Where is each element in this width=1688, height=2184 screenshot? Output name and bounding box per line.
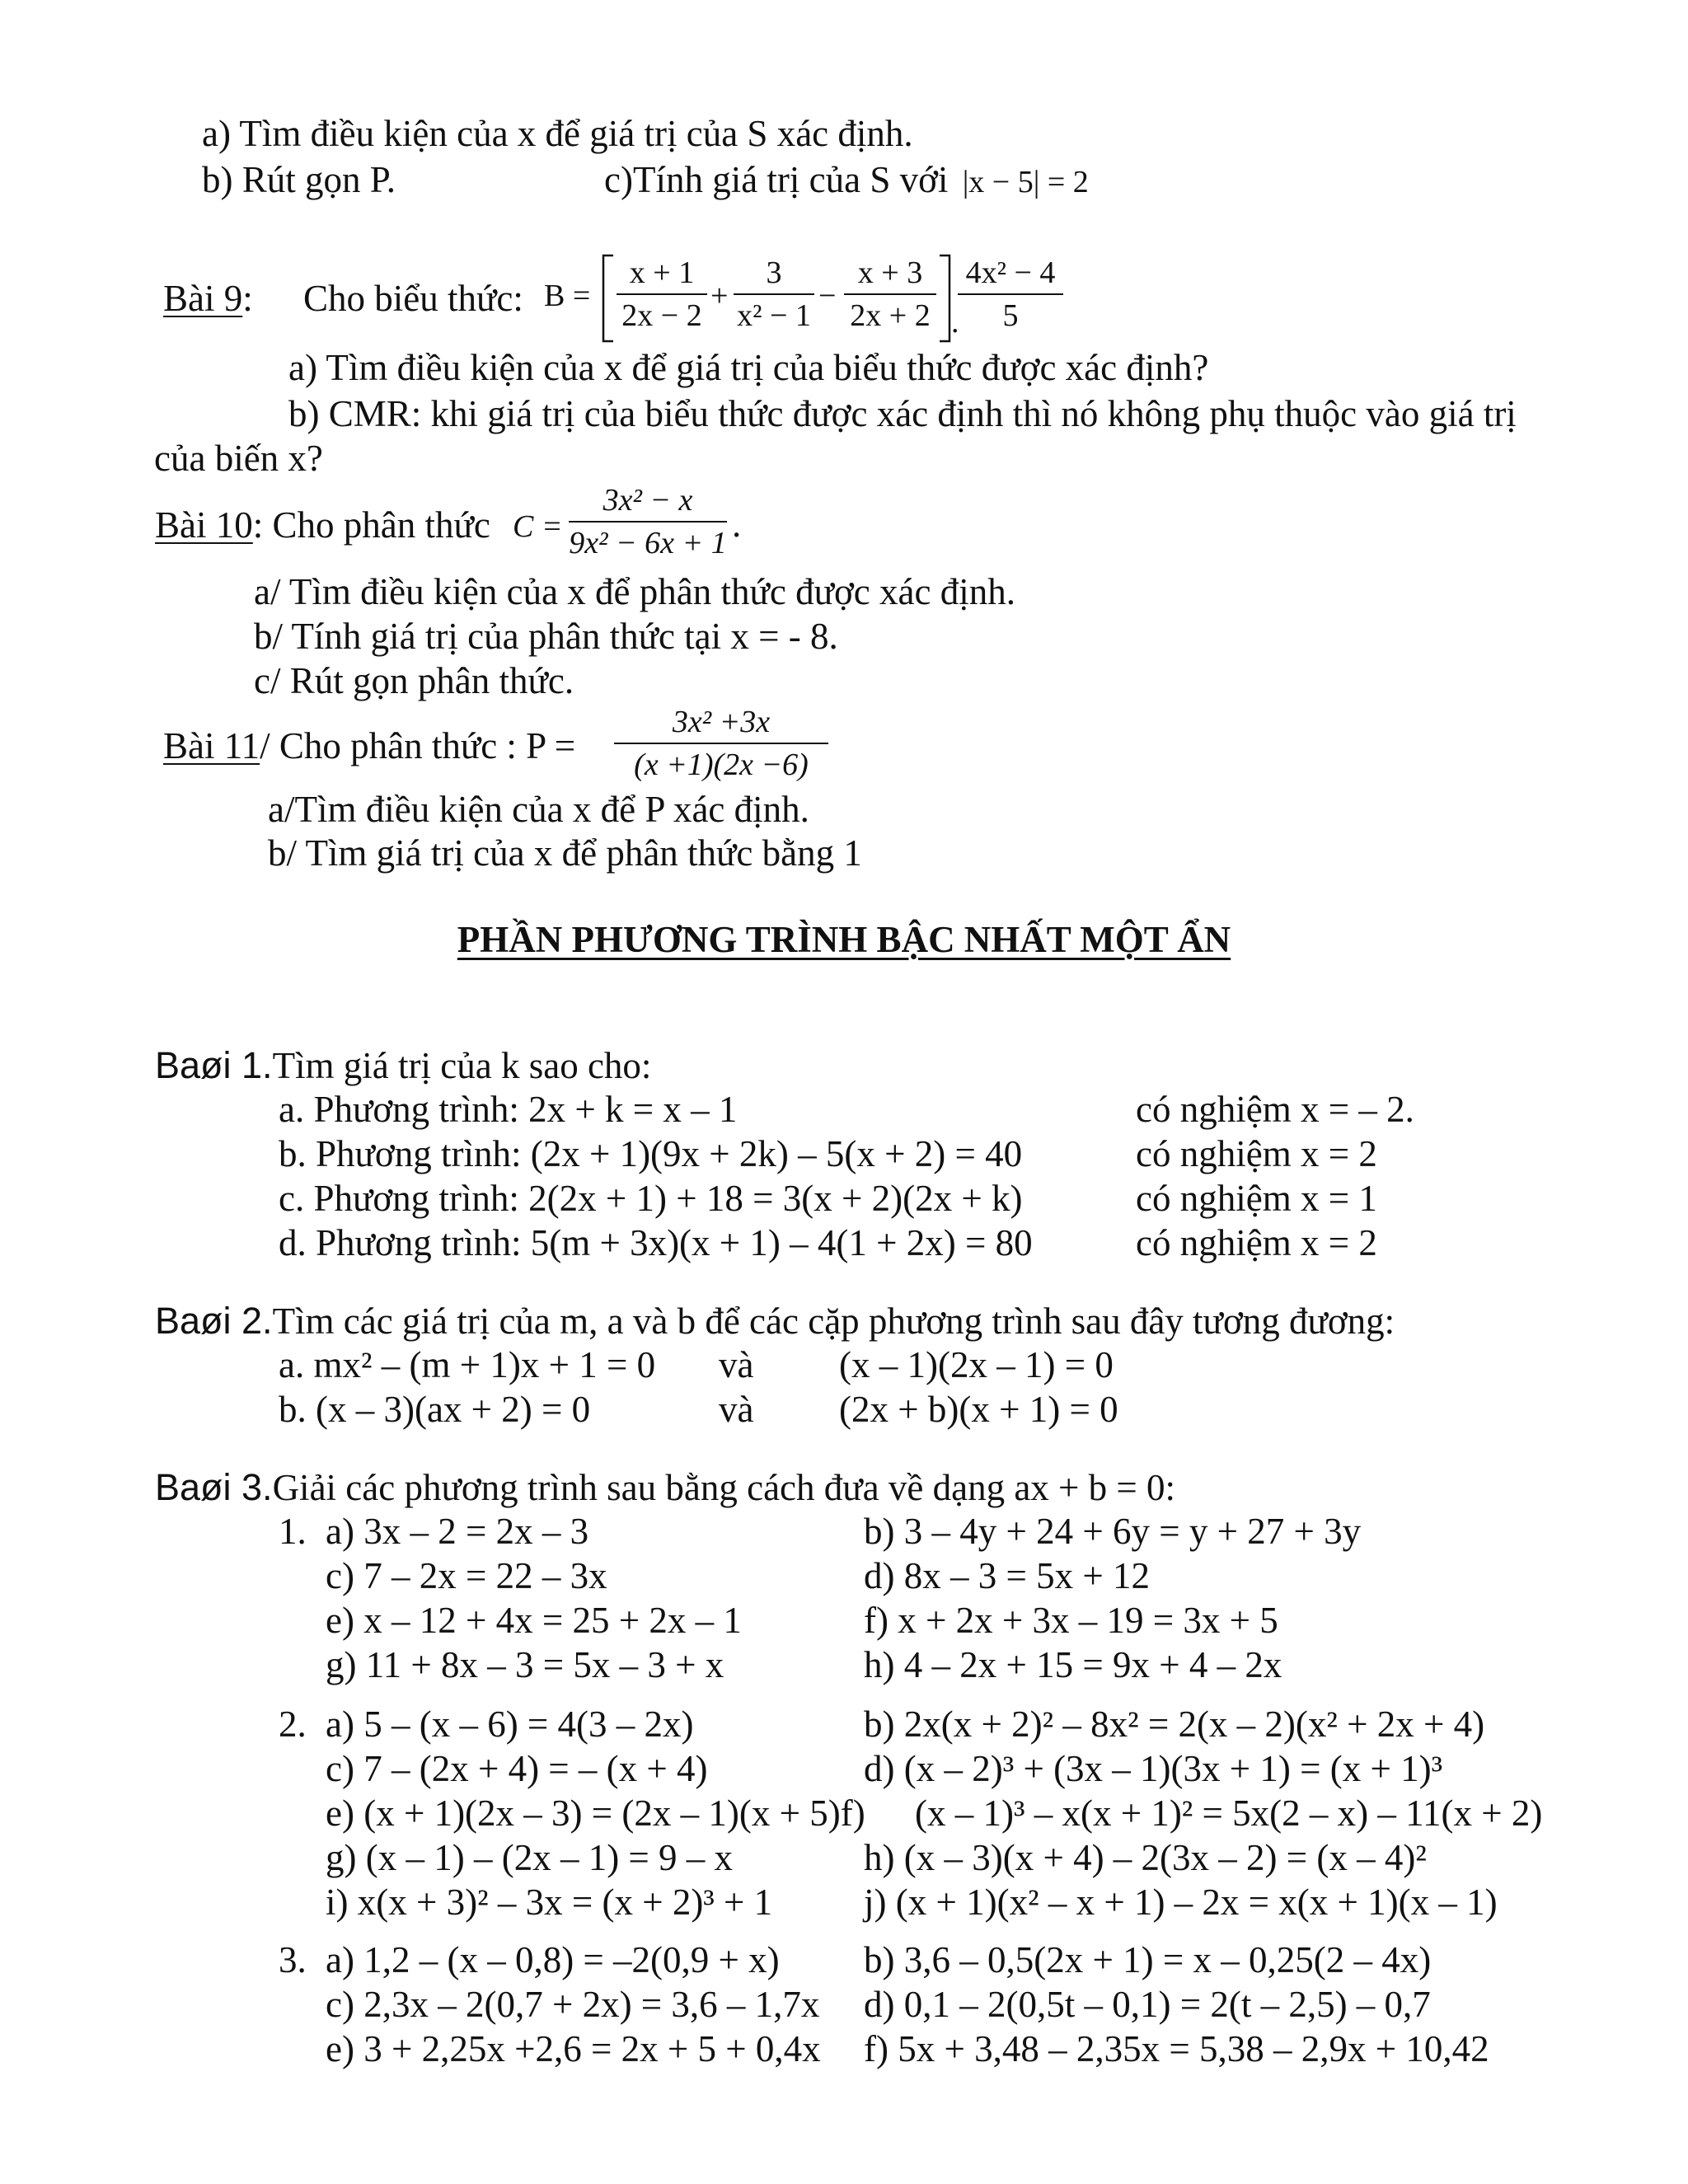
bai9-label: Bài 9 bbox=[163, 278, 243, 319]
bai9-fraction-2 bbox=[734, 257, 814, 331]
bai9-frac4-numerator: 4x² − 4 bbox=[965, 255, 1056, 290]
bai10-C-label: C = bbox=[513, 509, 563, 544]
b3-g1-row1-right: b) 3 – 4y + 24 + 6y = y + 27 + 3y bbox=[864, 1511, 1362, 1552]
b3-title: Giải các phương trình sau bằng cách đưa về dạng ax + b = 0: bbox=[272, 1467, 1176, 1508]
bai9-fraction-1 bbox=[617, 257, 707, 331]
bai11-numerator: 3x² +3x bbox=[672, 705, 771, 739]
b2-row-a-and: và bbox=[719, 1344, 754, 1385]
b3-title-line bbox=[155, 1466, 1176, 1508]
b3-g2-row1-right: b) 2x(x + 2)² – 8x² = 2(x – 2)(x² + 2x + 4) bbox=[864, 1704, 1485, 1745]
fraction-bar bbox=[734, 293, 814, 295]
bai11-intro: / Cho phân thức : P = bbox=[260, 725, 576, 766]
bai11-label: Bài 11 bbox=[163, 725, 260, 766]
item-c-text: c)Tính giá trị của S với bbox=[604, 159, 949, 200]
bai9-minus: − bbox=[818, 279, 837, 313]
bai10-item-a: a/ Tìm điều kiện của x để phân thức được xác định. bbox=[254, 571, 1015, 612]
b1-row-d-eq: d. Phương trình: 5(m + 3x)(x + 1) – 4(1 + 2x) = 80 bbox=[279, 1222, 1033, 1263]
bai10-fraction bbox=[569, 485, 727, 559]
bai10-label: Bài 10 bbox=[155, 504, 253, 546]
fraction-bar bbox=[958, 293, 1063, 295]
b3-g2-row5-left: i) x(x + 3)² – 3x = (x + 2)³ + 1 bbox=[326, 1882, 773, 1923]
b3-g2-row3-right: (x – 1)³ – x(x + 1)² = 5x(2 – x) – 11(x + 2) bbox=[915, 1793, 1543, 1834]
b3-g2-row5-right: j) (x + 1)(x² – x + 1) – 2x = x(x + 1)(x – 1) bbox=[864, 1882, 1498, 1923]
b3-label: Baøi 3. bbox=[155, 1466, 273, 1508]
b3-g2-row2-left: c) 7 – (2x + 4) = – (x + 4) bbox=[326, 1748, 708, 1789]
item-c-expression: |x − 5| = 2 bbox=[962, 165, 1089, 199]
bai11-item-b: b/ Tìm giá trị của x để phân thức bằng 1 bbox=[268, 832, 862, 874]
bai9-item-a: a) Tìm điều kiện của x để giá trị của biểu thức được xác định? bbox=[288, 347, 1209, 388]
bai9-colon: : bbox=[242, 278, 253, 319]
b3-g3-row3-left: e) 3 + 2,25x +2,6 = 2x + 5 + 0,4x bbox=[326, 2028, 821, 2069]
bai9-frac2-denominator: x² − 1 bbox=[737, 298, 811, 333]
fraction-bar bbox=[569, 521, 727, 523]
b3-group1-number: 1. bbox=[279, 1511, 307, 1552]
b1-row-a-sol: có nghiệm x = – 2. bbox=[1136, 1089, 1414, 1130]
bai10-item-c: c/ Rút gọn phân thức. bbox=[254, 660, 574, 701]
b1-row-b-eq: b. Phương trình: (2x + 1)(9x + 2k) – 5(x + 2) = 40 bbox=[279, 1133, 1023, 1174]
bai11-item-a: a/Tìm điều kiện của x để P xác định. bbox=[268, 789, 809, 830]
bai9-fraction-3 bbox=[844, 257, 936, 331]
bai10-numerator: 3x² − x bbox=[603, 483, 693, 518]
b3-g2-row2-right: d) (x – 2)³ + (3x – 1)(3x + 1) = (x + 1)³ bbox=[864, 1748, 1443, 1789]
bai9-frac3-numerator: x + 3 bbox=[857, 255, 923, 290]
b2-title: Tìm các giá trị của m, a và b để các cặp phương trình sau đây tương đương: bbox=[272, 1301, 1395, 1342]
bai9-item-b-line2: của biến x? bbox=[154, 438, 323, 479]
b1-title: Tìm giá trị của k sao cho: bbox=[272, 1045, 652, 1086]
b1-row-c-sol: có nghiệm x = 1 bbox=[1136, 1178, 1377, 1219]
b3-g3-row1-left: a) 1,2 – (x – 0,8) = –2(0,9 + x) bbox=[326, 1939, 780, 1980]
b3-g3-row2-left: c) 2,3x – 2(0,7 + 2x) = 3,6 – 1,7x bbox=[326, 1984, 820, 2025]
bai10-item-b: b/ Tính giá trị của phân thức tại x = - 8. bbox=[254, 616, 838, 657]
bai10-label-line bbox=[155, 504, 490, 546]
b2-row-b-left: b. (x – 3)(ax + 2) = 0 bbox=[279, 1389, 591, 1430]
b1-row-d-sol: có nghiệm x = 2 bbox=[1136, 1222, 1377, 1263]
b2-title-line bbox=[155, 1302, 1395, 1340]
b3-g3-row2-right: d) 0,1 – 2(0,5t – 0,1) = 2(t – 2,5) – 0,7 bbox=[864, 1984, 1431, 2025]
b2-row-a-right: (x – 1)(2x – 1) = 0 bbox=[839, 1344, 1114, 1385]
b3-g1-row2-right: d) 8x – 3 = 5x + 12 bbox=[864, 1555, 1150, 1596]
bai10-intro: : Cho phân thức bbox=[252, 504, 490, 546]
b3-group2-number: 2. bbox=[279, 1704, 307, 1745]
b3-g1-row4-left: g) 11 + 8x – 3 = 5x – 3 + x bbox=[326, 1644, 724, 1685]
b1-row-c-eq: c. Phương trình: 2(2x + 1) + 18 = 3(x + 2)(2x + k) bbox=[279, 1178, 1023, 1219]
b3-g2-row4-left: g) (x – 1) – (2x – 1) = 9 – x bbox=[326, 1837, 734, 1878]
bai11-fraction bbox=[614, 706, 828, 780]
bai9-frac2-numerator: 3 bbox=[766, 255, 782, 290]
b3-g1-row2-left: c) 7 – 2x = 22 – 3x bbox=[326, 1555, 607, 1596]
bai10-period: . bbox=[732, 504, 742, 545]
b3-g1-row4-right: h) 4 – 2x + 15 = 9x + 4 – 2x bbox=[864, 1644, 1282, 1685]
bai10-denominator: 9x² − 6x + 1 bbox=[569, 526, 727, 560]
b1-label: Baøi 1. bbox=[155, 1044, 273, 1086]
bai11-denominator: (x +1)(2x −6) bbox=[634, 748, 809, 782]
bai9-frac1-numerator: x + 1 bbox=[629, 255, 695, 290]
bai9-intro: Cho biểu thức: bbox=[303, 278, 523, 319]
b2-row-b-and: và bbox=[719, 1389, 754, 1430]
b3-g2-row4-right: h) (x – 3)(x + 4) – 2(3x – 2) = (x – 4)² bbox=[864, 1837, 1427, 1878]
b3-g1-row3-left: e) x – 12 + 4x = 25 + 2x – 1 bbox=[326, 1600, 742, 1641]
b1-title-line bbox=[155, 1044, 652, 1086]
b3-group3-number: 3. bbox=[279, 1939, 307, 1980]
b3-g1-row1-left: a) 3x – 2 = 2x – 3 bbox=[326, 1511, 589, 1552]
section-heading: PHẦN PHƯƠNG TRÌNH BẬC NHẤT MỘT ẨN bbox=[457, 919, 1231, 960]
b3-g2-row1-left: a) 5 – (x – 6) = 4(3 – 2x) bbox=[326, 1704, 694, 1745]
b3-g1-row3-right: f) x + 2x + 3x – 19 = 3x + 5 bbox=[864, 1600, 1278, 1641]
item-b-simplify: b) Rút gọn P. bbox=[202, 159, 396, 200]
b3-g3-row3-right: f) 5x + 3,48 – 2,35x = 5,38 – 2,9x + 10,42 bbox=[864, 2028, 1489, 2069]
fraction-bar bbox=[844, 293, 936, 295]
bai11-label-line bbox=[163, 725, 576, 766]
item-a-condition: a) Tìm điều kiện của x để giá trị của S xác định. bbox=[202, 113, 913, 154]
bai9-item-b-line1: b) CMR: khi giá trị của biểu thức được xác định thì nó không phụ thuộc vào giá trị bbox=[288, 393, 1517, 434]
item-c-compute bbox=[604, 159, 1089, 200]
b2-row-a-left: a. mx² – (m + 1)x + 1 = 0 bbox=[279, 1344, 656, 1385]
bai9-label-line bbox=[163, 280, 253, 317]
fraction-bar bbox=[617, 293, 707, 295]
b3-g2-row3-left: e) (x + 1)(2x – 3) = (2x – 1)(x + 5)f) bbox=[326, 1793, 865, 1834]
b3-g3-row1-right: b) 3,6 – 0,5(2x + 1) = x – 0,25(2 – 4x) bbox=[864, 1939, 1432, 1980]
bai9-B-label: B = bbox=[544, 279, 591, 313]
b2-row-b-right: (2x + b)(x + 1) = 0 bbox=[839, 1389, 1118, 1430]
b1-row-a-eq: a. Phương trình: 2x + k = x – 1 bbox=[279, 1089, 738, 1130]
b2-label: Baøi 2. bbox=[155, 1300, 273, 1342]
bai9-dot: . bbox=[951, 305, 959, 340]
b1-row-b-sol: có nghiệm x = 2 bbox=[1136, 1133, 1377, 1174]
bai9-fraction-4 bbox=[958, 257, 1063, 331]
bai9-left-bracket bbox=[598, 254, 617, 343]
bai9-frac3-denominator: 2x + 2 bbox=[850, 298, 931, 333]
bai9-frac4-denominator: 5 bbox=[1002, 298, 1019, 333]
bai9-plus: + bbox=[710, 279, 729, 313]
fraction-bar bbox=[614, 743, 828, 744]
bai9-frac1-denominator: 2x − 2 bbox=[621, 298, 702, 333]
